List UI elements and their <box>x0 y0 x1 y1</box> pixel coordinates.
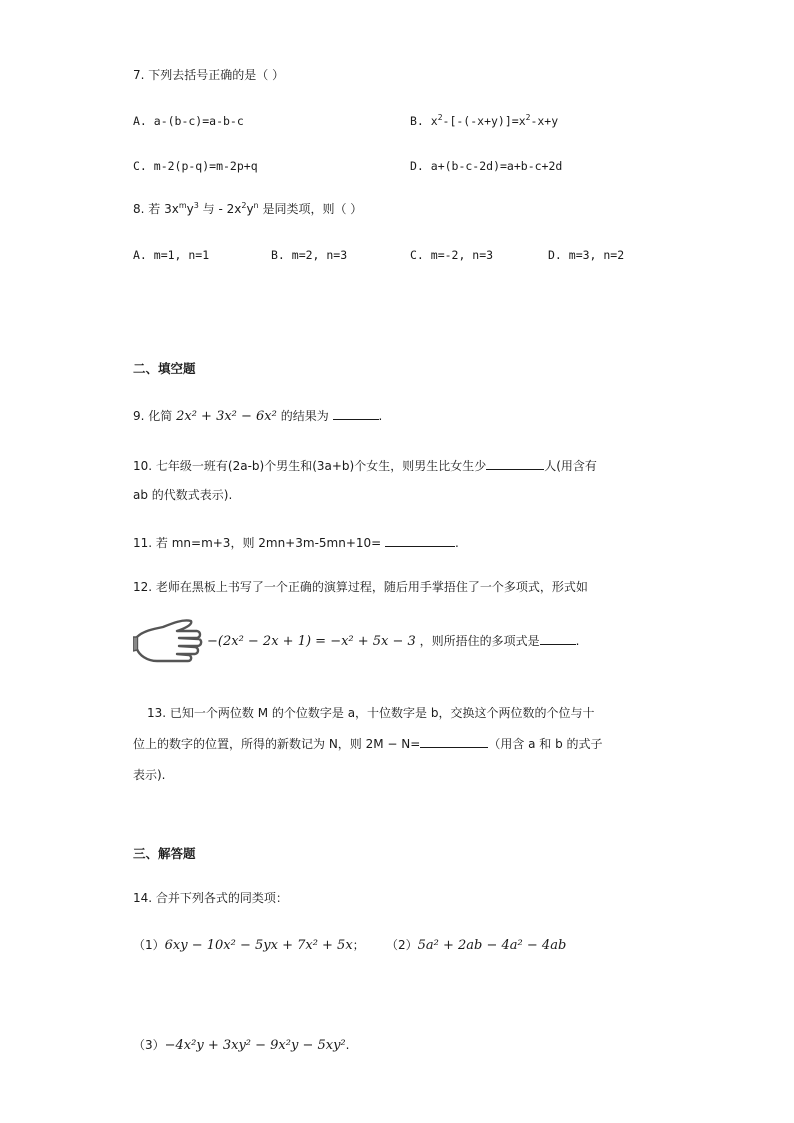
q13-line1: 13. 已知一个两位数 M 的个位数字是 a，十位数字是 b，交换这个两位数的个位与十 <box>147 706 595 720</box>
q13-line3: 表示). <box>133 768 166 782</box>
q12-line1: 12. 老师在黑板上书写了一个正确的演算过程，随后用手掌捂住了一个多项式，形式如 <box>133 580 588 594</box>
q14-part1: （1）6xy − 10x² − 5yx + 7x² + 5x； <box>133 938 365 953</box>
q14-part3: （3）−4x²y + 3xy² − 9x²y − 5xy². <box>133 1038 350 1053</box>
q7-option-b: B. $x^2-[-(-x+y)]=x^2-x+y$ <box>410 113 559 128</box>
q8-option-a: A. m=1, n=1 <box>133 248 210 262</box>
q12-answer-blank[interactable] <box>540 632 576 645</box>
q9-expression: 2x² + 3x² − 6x² <box>176 409 277 424</box>
q7-option-d: D. a+(b-c-2d)=a+b-c+2d <box>410 159 563 173</box>
q11-answer-blank[interactable] <box>385 534 455 547</box>
q10-answer-blank[interactable] <box>486 457 544 470</box>
section-fill-in-blank-title: 二、填空题 <box>133 361 196 376</box>
section-solve-title: 三、解答题 <box>133 846 196 861</box>
q14-stem: 14. 合并下列各式的同类项： <box>133 891 288 905</box>
q9-answer-blank[interactable] <box>333 407 379 420</box>
q7-stem: 7. 下列去括号正确的是（ ） <box>133 68 285 82</box>
q13-line2: 位上的数字的位置，所得的新数记为 N，则 2M − N= （用含 a 和 b 的式子 <box>133 737 603 751</box>
hand-covering-icon <box>133 615 203 667</box>
q7-option-c: C. m-2(p-q)=m-2p+q <box>133 159 258 173</box>
q8-option-b: B. m=2, n=3 <box>271 248 348 262</box>
q12-expression: −(2x² − 2x + 1) = −x² + 5x − 3 <box>207 634 416 649</box>
q14-part1-expression: 6xy − 10x² − 5yx + 7x² + 5x <box>164 938 353 953</box>
q8-option-d: D. m=3, n=2 <box>548 248 625 262</box>
q9: 9. 化简 2x² + 3x² − 6x² 的结果为 . <box>133 409 383 424</box>
q10-line2: ab 的代数式表示). <box>133 488 233 502</box>
q14-part3-expression: −4x²y + 3xy² − 9x²y − 5xy² <box>164 1038 346 1053</box>
q10-line1: 10. 七年级一班有(2a-b)个男生和(3a+b)个女生，则男生比女生少 人(用含有 <box>133 459 597 473</box>
q11: 11. 若 mn=m+3，则 2mn+3m-5mn+10= . <box>133 536 459 550</box>
q8-stem: 8. 若 $3x^my^3$ 与 - $2x^2y^n$ 是同类项，则（ ） <box>133 201 363 216</box>
q12-line2: −(2x² − 2x + 1) = −x² + 5x − 3 ，则所捂住的多项式是 . <box>207 634 580 649</box>
q7-option-a: A. a-(b-c)=a-b-c <box>133 114 244 128</box>
q13-answer-blank[interactable] <box>420 735 488 748</box>
q14-part2-expression: 5a² + 2ab − 4a² − 4ab <box>417 938 567 953</box>
q8-option-c: C. m=-2, n=3 <box>410 248 494 262</box>
q14-part2: （2）5a² + 2ab − 4a² − 4ab <box>386 938 567 953</box>
